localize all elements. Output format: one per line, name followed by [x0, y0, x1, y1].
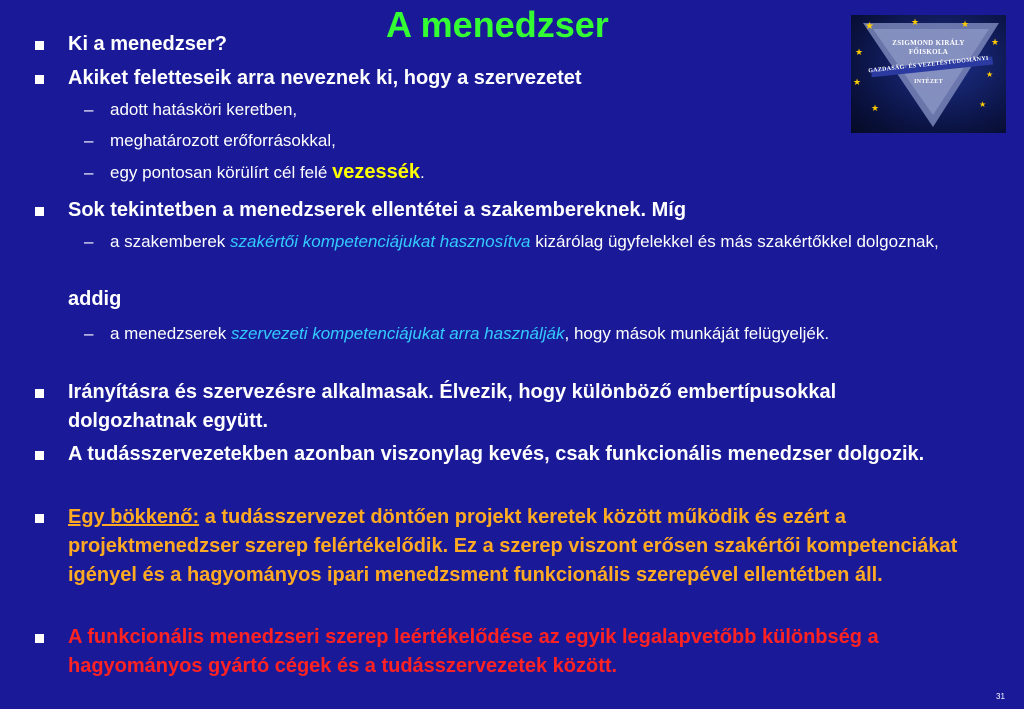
bullet-leadership-traits: Irányításra és szervezésre alkalmasak. Élvezik, hogy különböző embertípusokkal dolgozhatnak együtt. [68, 378, 898, 436]
sub-bullet-resources: – meghatározott erőforrásokkal, [84, 131, 336, 150]
bullet-appointed: Akiket feletteseik arra neveznek ki, hogy a szervezetet [68, 64, 978, 93]
emphasis-lead: vezessék [332, 161, 420, 183]
svg-text:★: ★ [991, 37, 1000, 47]
svg-text:★: ★ [911, 17, 920, 27]
logo-text-line3: GAZDASÁG- ÉS VEZETÉSTUDOMÁNYI [868, 55, 989, 75]
sub-bullet-managers: – a menedzserek szervezeti kompetenciájukat arra használják, hogy mások munkáját felügyeljék. [84, 324, 830, 343]
sub-bullet-goal: – egy pontosan körülírt cél felé vezessék. [84, 161, 425, 183]
connector-addig: addig [68, 288, 122, 310]
sub-bullet-experts: – a szakemberek szakértői kompetenciájukat hasznosítva kizárólag ügyfelekkel és más szakértőkkel dolgoznak, [84, 232, 939, 251]
bullet-problem: Egy bökkenő: a tudásszervezet döntően projekt keretek között működik és ezért a projektmenedzser szerep felértékelődik. Ez a szerep viszont erősen szakértői kompetenciákat igényel és a hagyományos ipari menedzsment funkcionális szerepével ellentétben áll. [68, 503, 978, 590]
sub-bullet-authority: – adott hatásköri keretben, [84, 100, 298, 119]
problem-label: Egy bökkenő: [68, 506, 200, 528]
square-bullet-icon [35, 451, 44, 460]
svg-text:★: ★ [865, 21, 874, 32]
bullet-functional-managers: A tudásszervezetekben azonban viszonylag kevés, csak funkcionális menedzser dolgozik. [68, 440, 948, 469]
bullet-managers-vs-experts: Sok tekintetben a menedzserek ellentétei a szakembereknek. Míg [68, 196, 978, 225]
square-bullet-icon [35, 389, 44, 398]
square-bullet-icon [35, 207, 44, 216]
logo-text-line2: FŐISKOLA [908, 48, 949, 56]
square-bullet-icon [35, 41, 44, 50]
svg-text:★: ★ [979, 100, 987, 109]
square-bullet-icon [35, 514, 44, 523]
page-number: 31 [996, 692, 1005, 701]
bullet-key-difference: A funkcionális menedzseri szerep leértékelődése az egyik legalapvetőbb különbség a hagyományos gyártó cégek és a tudásszervezetek között. [68, 623, 988, 681]
logo-text-line1: ZSIGMOND KIRÁLY [892, 39, 965, 47]
slide-title: A menedzser [386, 4, 609, 45]
svg-text:★: ★ [986, 70, 994, 79]
square-bullet-icon [35, 75, 44, 84]
svg-text:★: ★ [871, 103, 880, 113]
square-bullet-icon [35, 634, 44, 643]
svg-text:★: ★ [961, 19, 970, 29]
svg-text:★: ★ [855, 47, 864, 57]
bullet-who-is-manager: Ki a menedzser? [68, 30, 978, 59]
logo-text-line4: INTÉZET [914, 79, 943, 85]
svg-text:★: ★ [853, 77, 862, 87]
